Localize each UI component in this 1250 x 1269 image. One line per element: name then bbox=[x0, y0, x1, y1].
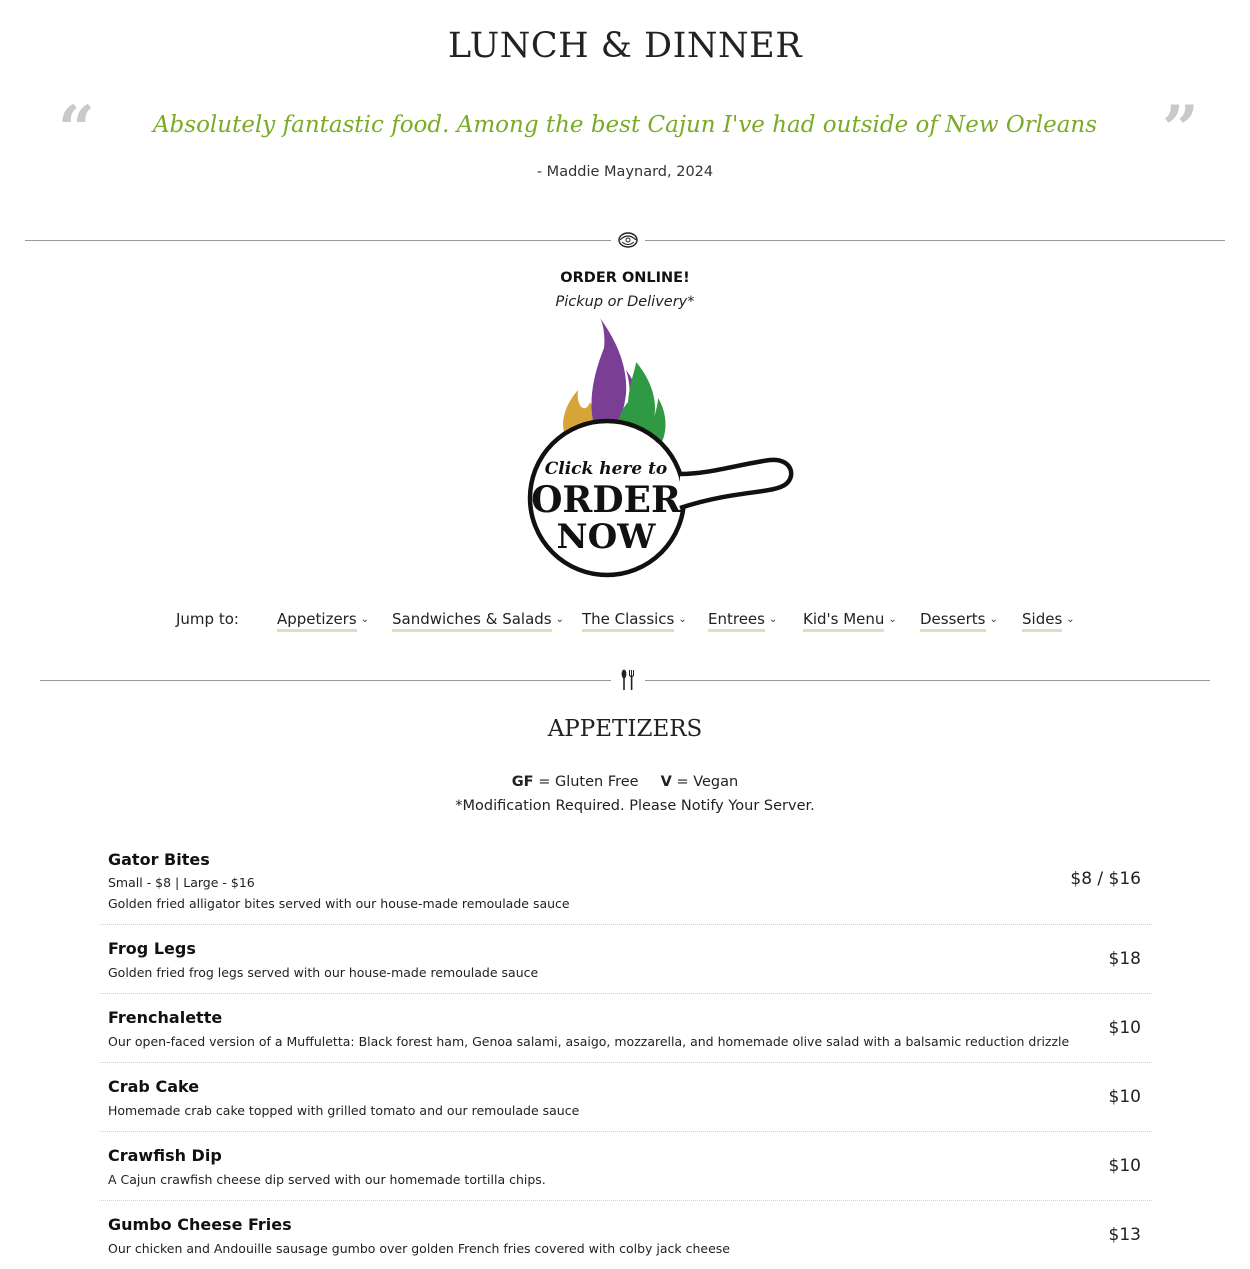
jump-item-label: Kid's Menu bbox=[803, 610, 884, 632]
chevron-down-icon: ⌄ bbox=[768, 614, 778, 625]
chevron-down-icon: ⌄ bbox=[555, 614, 565, 625]
jump-item-label: The Classics bbox=[582, 610, 674, 632]
menu-item-price: $13 bbox=[1108, 1225, 1141, 1245]
open-quote-icon: “ bbox=[58, 92, 95, 167]
menu-item-description: Our open-faced version of a Muffuletta: Black forest ham, Genoa salami, asaigo, mozzarella, and homemade olive salad with a balsamic reduction drizzle bbox=[108, 1034, 1070, 1049]
chevron-down-icon: ⌄ bbox=[888, 614, 897, 625]
gf-code: GF bbox=[511, 774, 534, 790]
jump-item-entrees[interactable] bbox=[708, 610, 777, 628]
chevron-down-icon: ⌄ bbox=[360, 614, 370, 625]
order-online-heading: ORDER ONLINE! bbox=[560, 270, 690, 286]
jump-item-label: Desserts bbox=[920, 610, 986, 632]
order-logo-line1: Click here to bbox=[544, 459, 668, 479]
v-text: = Vegan bbox=[676, 774, 739, 790]
chevron-down-icon: ⌄ bbox=[678, 614, 687, 625]
jump-item-sides[interactable] bbox=[1022, 610, 1075, 628]
jump-item-label: Entrees bbox=[708, 610, 765, 632]
menu-item-description: Homemade crab cake topped with grilled tomato and our remoulade sauce bbox=[108, 1103, 580, 1118]
jump-item-appetizers[interactable] bbox=[277, 610, 369, 628]
jump-item-sandwiches-salads[interactable] bbox=[392, 610, 564, 628]
oyster-icon bbox=[611, 228, 645, 252]
jump-item-desserts[interactable] bbox=[920, 610, 998, 628]
menu-item-description: A Cajun crawfish cheese dip served with our homemade tortilla chips. bbox=[108, 1172, 546, 1187]
menu-item-price: $8 / $16 bbox=[1070, 869, 1141, 889]
menu-item-name: Crab Cake bbox=[108, 1077, 200, 1096]
testimonial-quote: Absolutely fantastic food. Among the best Cajun I've had outside of New Orleans bbox=[152, 112, 1098, 138]
menu-item-name: Frog Legs bbox=[108, 939, 196, 958]
chevron-down-icon: ⌄ bbox=[989, 614, 998, 625]
modification-note: *Modification Required. Please Notify Your Server. bbox=[455, 798, 815, 814]
menu-item-description: Golden fried alligator bites served with our house-made remoulade sauce bbox=[108, 896, 570, 911]
jump-nav bbox=[0, 610, 1250, 640]
menu-item-name: Gumbo Cheese Fries bbox=[108, 1215, 292, 1234]
gf-text: = Gluten Free bbox=[538, 774, 639, 790]
menu-item-price: $10 bbox=[1108, 1018, 1141, 1038]
menu-item-description: Our chicken and Andouille sausage gumbo over golden French fries covered with colby jack cheese bbox=[108, 1241, 730, 1256]
menu-item-sizes: Small - $8 | Large - $16 bbox=[108, 875, 255, 890]
menu-item-name: Crawfish Dip bbox=[108, 1146, 222, 1165]
jump-item-kids-menu[interactable] bbox=[803, 610, 897, 628]
section-title: APPETIZERS bbox=[547, 716, 703, 742]
menu-item-description: Golden fried frog legs served with our house-made remoulade sauce bbox=[108, 965, 539, 980]
menu-item-name: Frenchalette bbox=[108, 1008, 223, 1027]
page-title: LUNCH & DINNER bbox=[447, 26, 803, 66]
testimonial-author: - Maddie Maynard, 2024 bbox=[536, 164, 714, 180]
menu-item-price: $10 bbox=[1108, 1156, 1141, 1176]
menu-item bbox=[99, 925, 1152, 994]
fork-knife-icon bbox=[611, 668, 645, 692]
menu-item bbox=[99, 1063, 1152, 1132]
chevron-down-icon: ⌄ bbox=[1066, 614, 1075, 625]
skillet-handle-icon bbox=[680, 460, 791, 508]
dietary-legend bbox=[0, 774, 1250, 790]
jump-item-label: Sandwiches & Salads bbox=[392, 610, 552, 632]
menu-item bbox=[99, 1201, 1152, 1269]
menu-item-name: Gator Bites bbox=[108, 850, 210, 869]
menu-item bbox=[99, 840, 1152, 925]
order-logo-line3: NOW bbox=[556, 517, 656, 557]
order-online-subheading: Pickup or Delivery* bbox=[555, 294, 695, 310]
close-quote-icon: ” bbox=[1162, 92, 1199, 167]
menu-item-price: $18 bbox=[1108, 949, 1141, 969]
jump-item-label: Appetizers bbox=[277, 610, 357, 632]
jump-label: Jump to: bbox=[176, 610, 239, 628]
menu-item bbox=[99, 994, 1152, 1063]
menu-item-price: $10 bbox=[1108, 1087, 1141, 1107]
order-now-button[interactable] bbox=[520, 318, 800, 583]
jump-item-the-classics[interactable] bbox=[582, 610, 687, 628]
menu-list bbox=[99, 840, 1152, 1269]
jump-item-label: Sides bbox=[1022, 610, 1062, 632]
order-logo-line2: ORDER bbox=[531, 479, 681, 521]
v-code: V bbox=[660, 774, 672, 790]
menu-item bbox=[99, 1132, 1152, 1201]
